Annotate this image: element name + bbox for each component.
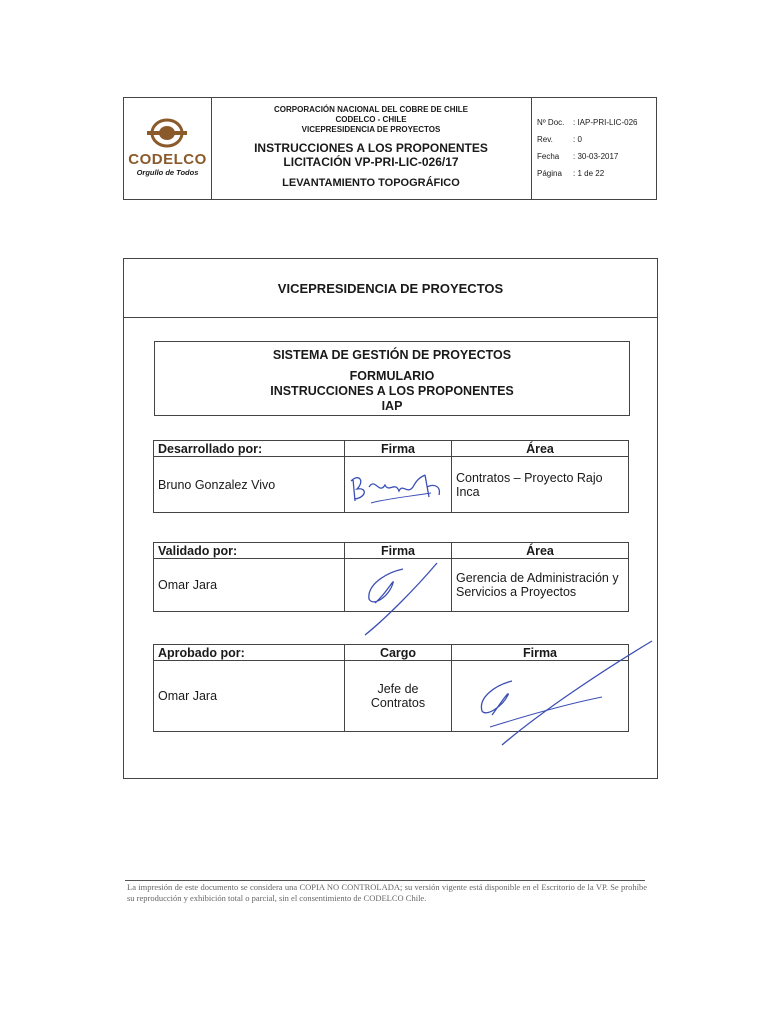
header-title-cell <box>211 98 532 199</box>
signature-icon <box>345 559 451 611</box>
footer-disclaimer: La impresión de este documento se considera una COPIA NO CONTROLADA; su versión vigente está disponible en el Escritorio de la VP. Se prohíbe su reproducción y exhibición total o parcial, sin el consentimiento de CODELCO Chile. <box>127 882 647 903</box>
approval-frame <box>123 258 658 779</box>
developer-area: Contratos – Proyecto Rajo Inca <box>452 457 629 513</box>
form-title: INSTRUCCIONES A LOS PROPONENTES <box>270 384 514 398</box>
approved-by-table <box>153 644 629 732</box>
org-division: VICEPRESIDENCIA DE PROYECTOS <box>301 125 441 134</box>
doc-subtitle: LEVANTAMIENTO TOPOGRÁFICO <box>282 177 460 189</box>
approver-position: Jefe de Contratos <box>345 661 452 732</box>
signature-icon <box>345 457 451 509</box>
meta-page: Página : 1 de 22 <box>537 169 605 178</box>
org-country: CODELCO - CHILE <box>335 115 407 124</box>
position-header: Cargo <box>345 645 452 661</box>
system-name: SISTEMA DE GESTIÓN DE PROYECTOS <box>272 348 512 362</box>
validator-area: Gerencia de Administración y Servicios a Proyectos <box>452 559 629 612</box>
developer-name: Bruno Gonzalez Vivo <box>154 457 345 513</box>
signature-header: Firma <box>345 543 452 559</box>
footer-divider <box>125 880 645 881</box>
meta-doc-number: Nº Doc. : IAP-PRI-LIC-026 <box>537 118 638 127</box>
approver-signature <box>452 661 629 732</box>
signature-header: Firma <box>345 441 452 457</box>
form-code: IAP <box>381 399 403 413</box>
meta-revision: Rev. : 0 <box>537 135 582 144</box>
approver-name: Omar Jara <box>154 661 345 732</box>
org-name: CORPORACIÓN NACIONAL DEL COBRE DE CHILE <box>274 105 468 114</box>
validator-name: Omar Jara <box>154 559 345 612</box>
area-header: Área <box>452 543 629 559</box>
meta-date: Fecha : 30-03-2017 <box>537 152 619 161</box>
validated-by-table <box>153 542 629 612</box>
logo-brand: CODELCO <box>128 151 207 168</box>
developed-by-table <box>153 440 629 513</box>
signature-icon <box>452 641 622 751</box>
approved-header: Aprobado por: <box>154 645 345 661</box>
developer-signature <box>345 457 452 513</box>
doc-meta <box>532 98 656 199</box>
form-label: FORMULARIO <box>349 369 435 383</box>
doc-title: INSTRUCCIONES A LOS PROPONENTES <box>254 141 488 155</box>
area-header: Área <box>452 441 629 457</box>
signature-header: Firma <box>452 645 629 661</box>
validated-header: Validado por: <box>154 543 345 559</box>
system-box <box>154 341 630 416</box>
validator-signature <box>345 559 452 612</box>
document-header <box>123 97 657 200</box>
logo-cell <box>124 98 212 199</box>
doc-tender: LICITACIÓN VP-PRI-LIC-026/17 <box>283 155 459 169</box>
developed-header: Desarrollado por: <box>154 441 345 457</box>
logo-tagline: Orgullo de Todos <box>136 168 199 177</box>
frame-title: VICEPRESIDENCIA DE PROYECTOS <box>124 259 657 318</box>
